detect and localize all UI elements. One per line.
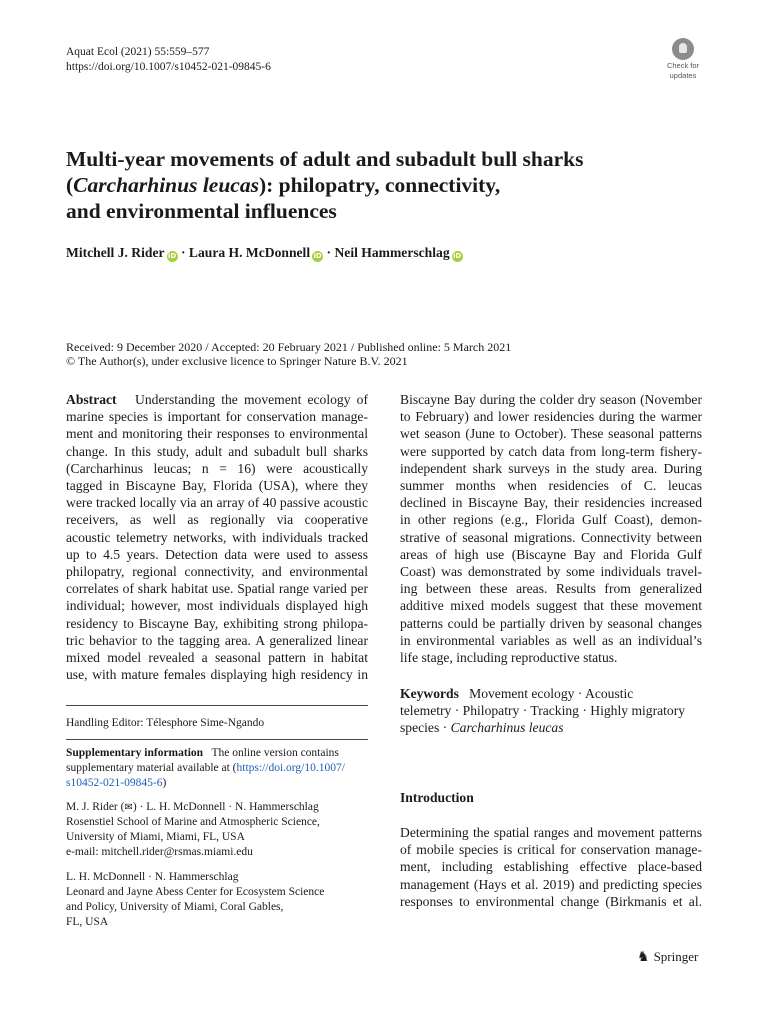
abstract-line: tric behavior to the tagging area. A generalized linear [66, 632, 368, 648]
supplementary-link-cont[interactable]: s10452-021-09845-6 [66, 777, 163, 789]
abstract-right-column [400, 391, 702, 666]
abstract-heading: Abstract [66, 392, 117, 407]
abstract-line: receivers, as well as regionally via cooperative [66, 512, 368, 528]
orcid-icon[interactable]: iD [453, 252, 462, 260]
abstract-line: strative of seasonal migrations. Connectivity between [400, 529, 702, 545]
abstract-line: in environmental variables as well as an individual’s [400, 632, 702, 648]
keyword-species: Carcharhinus leucas [450, 720, 564, 736]
abstract-line: marine species is important for conservation manage- [66, 409, 368, 425]
abstract-line: additive mixed models suggest that these movement [400, 598, 702, 614]
orcid-icon[interactable]: iD [167, 252, 177, 260]
intro-line: ment, including establishing effective place-based [400, 859, 702, 875]
introduction-text [400, 824, 702, 910]
affiliation-1: M. J. Rider (✉) · L. H. McDonnell · N. Hammerschlag Rosenstiel School of Marine and Atmospheric Science, University of Miami, Miami, FL, USA e-mail: mitchell.rider@rsmas.miami.edu [66, 800, 368, 860]
abstract-line: acoustic telemetry networks, with individuals tracked [66, 529, 368, 545]
abstract-line: areas of high use (Biscayne Bay and Florida Gulf [400, 546, 702, 562]
abstract-line: Biscayne Bay during the colder dry season (November [400, 392, 702, 407]
title-line-1: Multi-year movements of adult and subadult bull sharks [66, 147, 584, 171]
keywords-heading: Keywords [400, 686, 459, 701]
title-species: Carcharhinus leucas [73, 173, 259, 197]
handling-editor: Handling Editor: Télesphore Sime-Ngando [66, 717, 265, 729]
intro-line: of mobile species is critical for conservation manage- [400, 842, 702, 858]
copyright-line: © The Author(s), under exclusive licence to Springer Nature B.V. 2021 [66, 354, 408, 368]
journal-citation: Aquat Ecol (2021) 55:559–577 [66, 46, 210, 58]
abstract-left-column [66, 391, 368, 683]
paper-title [66, 146, 626, 224]
publisher-logo [637, 949, 698, 965]
abstract-line: summer months when residencies of C. leucas [400, 478, 702, 494]
footnote-divider [66, 739, 368, 740]
title-line-3: and environmental influences [66, 199, 337, 223]
publisher-name: Springer [653, 949, 699, 964]
supplementary-info: Supplementary information The online version contains supplementary material available at (https://doi.org/10.1007/ s10452-021-09845-6) [66, 747, 345, 789]
abstract-line: tagged in Biscayne Bay, Florida (USA), where they [66, 478, 368, 494]
abstract-line: ing between these areas. Results from generalized [400, 581, 702, 597]
abstract-line: correlates of shark habitat use. Spatial range varied per [66, 581, 368, 597]
abstract-line: independent shark surveys in the study area. During [400, 460, 702, 476]
author-hammerschlag: Neil Hammerschlag [334, 245, 450, 260]
abstract-line: life stage, including reproductive status. [400, 650, 618, 666]
corresponding-email[interactable]: e-mail: mitchell.rider@rsmas.miami.edu [66, 846, 253, 858]
intro-line: Determining the spatial ranges and movement patterns [400, 825, 702, 840]
abstract-line: to February) and lower residencies during the warmer [400, 409, 702, 425]
intro-line: responses to environmental change (Birkmanis et al. [400, 893, 702, 909]
abstract-line: patterns could be partially driven by seasonal changes [400, 615, 702, 631]
envelope-icon[interactable]: ✉ [124, 802, 133, 813]
title-line-2: (Carcharhinus leucas): philopatry, connectivity, [66, 173, 501, 197]
author-list: Mitchell J. Rider iD · Laura H. McDonnell iD · Neil Hammerschlag iD [66, 245, 462, 260]
abstract-line: in other regions (e.g., Florida Gulf Coast), demon- [400, 512, 702, 528]
intro-line: management (Hays et al. 2019) and predicting species [400, 876, 702, 892]
orcid-icon[interactable]: iD [313, 252, 322, 260]
supplementary-heading: Supplementary information [66, 747, 204, 759]
abstract-line: Abstract Understanding the movement ecology of [66, 392, 368, 407]
doi-link[interactable]: https://doi.org/10.1007/s10452-021-09845-6 [66, 61, 271, 73]
abstract-line: residency to Biscayne Bay, exhibiting strong philopa- [66, 615, 368, 631]
author-rider: Mitchell J. Rider [66, 245, 165, 260]
abstract-line: (Carcharhinus leucas; n = 16) were acoustically [66, 460, 368, 476]
abstract-line: were tracked locally via an array of 40 passive acoustic [66, 495, 368, 511]
abstract-line: individual; however, most individuals displayed high [66, 598, 368, 614]
author-mcdonnell: Laura H. McDonnell [188, 245, 311, 260]
check-for-updates-badge[interactable] [660, 38, 706, 82]
abstract-line: Coast) was demonstrated by some individuals travel- [400, 564, 702, 580]
affiliation-2: L. H. McDonnell · N. Hammerschlag Leonard and Jayne Abess Center for Ecosystem Science and Policy, University of Miami, Coral Gables, FL, USA [66, 871, 325, 928]
abstract-line: wet season (June to October). These seasonal patterns [400, 426, 702, 442]
abstract-line: up to 4.5 years. Detection data were used to assess [66, 546, 368, 562]
check-updates-label-2: updates [669, 71, 697, 80]
abstract-line: change. In this study, adult and subadult bull sharks [66, 443, 368, 459]
introduction-heading: Introduction [400, 790, 474, 805]
publication-dates: Received: 9 December 2020 / Accepted: 20 February 2021 / Published online: 5 March 2021 [66, 340, 512, 354]
footnote-divider [66, 705, 368, 706]
abstract-line: mixed model revealed a seasonal pattern in habitat [66, 650, 368, 666]
abstract-line: were supported by catch data from long-term fishery- [400, 443, 702, 459]
abstract-line: philopatry, regional connectivity, and environmental [66, 564, 368, 580]
springer-horse-icon: ♞ [637, 949, 650, 965]
bookmark-icon [672, 38, 694, 60]
supplementary-link[interactable]: https://doi.org/10.1007/ [236, 762, 345, 774]
abstract-line: declined in Biscayne Bay, their residencies increased [400, 495, 702, 511]
keywords: Keywords Movement ecology · Acoustic telemetry · Philopatry · Tracking · Highly migratory species · Carcharhinus leucas [400, 686, 686, 736]
abstract-line: ment and monitoring their responses to environmental [66, 426, 368, 442]
abstract-line: use, with mature females displaying high residency in [66, 667, 368, 683]
check-updates-label-1: Check for [666, 61, 700, 70]
